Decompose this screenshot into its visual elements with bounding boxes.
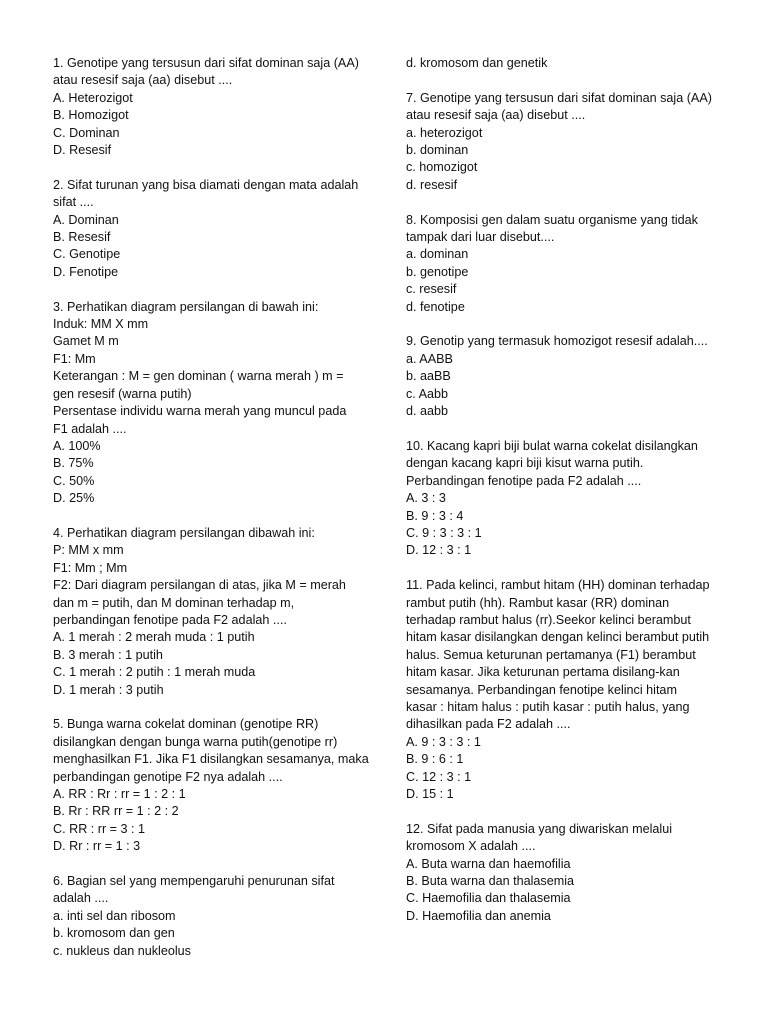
question-stem-line: Induk: MM X mm: [53, 317, 149, 332]
question-stem-line: 9. Genotip yang termasuk homozigot resesif adalah....: [406, 334, 708, 349]
answer-option: A. 3 : 3: [406, 491, 446, 506]
question-item: [53, 873, 375, 960]
answer-option: D. 25%: [53, 491, 95, 506]
question-stem-line: gen resesif (warna putih): [53, 386, 192, 401]
question-stem-line: menghasilkan F1. Jika F1 disilangkan sesamanya, maka: [53, 752, 369, 767]
question-stem-line: sesamanya. Perbandingan fenotipe kelinci hitam: [406, 682, 677, 697]
question-stem-line: F1: Mm ; Mm: [53, 560, 128, 575]
answer-option: A. RR : Rr : rr = 1 : 2 : 1: [53, 787, 186, 801]
left-column: [53, 55, 375, 977]
answer-option: D. Fenotipe: [53, 264, 119, 279]
answer-option: D. Resesif: [53, 143, 112, 158]
answer-option: c. homozigot: [406, 160, 478, 175]
answer-option: c. nukleus dan nukleolus: [53, 943, 191, 958]
question-stem-line: 1. Genotipe yang tersusun dari sifat dominan saja (AA): [53, 56, 359, 70]
answer-option: a. dominan: [406, 247, 469, 262]
question-stem-line: Persentase individu warna merah yang muncul pada: [53, 404, 347, 419]
answer-options: [53, 438, 375, 508]
answer-options: [406, 351, 726, 421]
question-stem-line: dan m = putih, dan M dominan terhadap m,: [53, 595, 295, 610]
answer-option: b. genotipe: [406, 264, 469, 279]
question-item: [406, 438, 726, 560]
question-stem-line: 3. Perhatikan diagram persilangan di bawah ini:: [53, 299, 319, 314]
question-stem-line: terhadap rambut halus (rr).Seekor kelinci berambut: [406, 612, 691, 627]
answer-option: A. Heterozigot: [53, 90, 133, 105]
question-stem-line: P: MM x mm: [53, 543, 124, 558]
answer-option: D. Haemofilia dan anemia: [406, 908, 551, 923]
question-item: [406, 577, 726, 803]
answer-option: B. Homozigot: [53, 108, 129, 123]
answer-option: A. 100%: [53, 438, 101, 453]
question-stem-line: F2: Dari diagram persilangan di atas, jika M = merah: [53, 578, 346, 593]
answer-option: a. heterozigot: [406, 125, 483, 140]
question-stem-line: sifat ....: [53, 195, 94, 210]
question-stem-line: 11. Pada kelinci, rambut hitam (HH) dominan terhadap: [406, 578, 710, 593]
answer-option: C. RR : rr = 3 : 1: [53, 821, 146, 836]
answer-options: [53, 908, 375, 960]
question-stem-line: 12. Sifat pada manusia yang diwariskan melalui: [406, 821, 673, 836]
question-stem-line: 6. Bagian sel yang mempengaruhi penurunan sifat: [53, 874, 335, 889]
question-stem-line: 7. Genotipe yang tersusun dari sifat dominan saja (AA): [406, 90, 712, 105]
question-stem-line: adalah ....: [53, 891, 109, 906]
question-stem-line: halus. Semua keturunan pertamanya (F1) berambut: [406, 647, 696, 662]
question-stem-line: 10. Kacang kapri biji bulat warna cokelat disilangkan: [406, 438, 698, 453]
question-item: [53, 716, 375, 855]
answer-option: B. 9 : 3 : 4: [406, 508, 464, 523]
question-stem-line: tampak dari luar disebut....: [406, 230, 555, 245]
answer-options: [53, 786, 375, 856]
answer-option: A. 1 merah : 2 merah muda : 1 putih: [53, 630, 255, 645]
answer-options: [53, 629, 375, 699]
question-6-continuation: [406, 55, 726, 72]
question-stem-line: F1 adalah ....: [53, 421, 127, 436]
answer-option: b. aaBB: [406, 369, 451, 384]
answer-option: d. aabb: [406, 404, 449, 419]
answer-option: B. Rr : RR rr = 1 : 2 : 2: [53, 804, 179, 819]
question-stem-line: kasar : hitam halus : putih kasar : putih halus, yang: [406, 699, 690, 714]
answer-option: C. Haemofilia dan thalasemia: [406, 891, 571, 906]
question-stem-line: hitam kasar disilangkan dengan kelinci berambut putih: [406, 630, 710, 645]
answer-options: [406, 246, 726, 316]
answer-option: C. 9 : 3 : 3 : 1: [406, 525, 482, 540]
question-item: [406, 821, 726, 925]
answer-option: A. 9 : 3 : 3 : 1: [406, 734, 481, 749]
answer-options: [406, 856, 726, 926]
question-stem-line: dengan kacang kapri biji kisut warna putih.: [406, 456, 644, 471]
question-stem-line: atau resesif saja (aa) disebut ....: [53, 73, 233, 88]
question-stem-line: 5. Bunga warna cokelat dominan (genotipe RR): [53, 717, 319, 732]
answer-options: [53, 90, 375, 160]
answer-option: A. Buta warna dan haemofilia: [406, 856, 571, 871]
question-item: [406, 333, 726, 420]
answer-option: D. 12 : 3 : 1: [406, 543, 472, 558]
question-stem-line: rambut putih (hh). Rambut kasar (RR) dominan: [406, 595, 670, 610]
question-stem-line: Gamet M m: [53, 334, 119, 349]
question-stem-line: hitam kasar. Jika keturunan pertama disilang-kan: [406, 665, 680, 680]
question-stem-line: dihasilkan pada F2 adalah ....: [406, 717, 571, 732]
answer-option: C. 12 : 3 : 1: [406, 769, 472, 784]
question-stem-line: atau resesif saja (aa) disebut ....: [406, 108, 586, 123]
answer-option: d. fenotipe: [406, 299, 465, 314]
answer-option: C. 1 merah : 2 putih : 1 merah muda: [53, 665, 256, 680]
question-item: [53, 299, 375, 508]
question-stem-line: kromosom X adalah ....: [406, 839, 536, 854]
answer-option: D. 15 : 1: [406, 786, 454, 801]
question-item: [53, 177, 375, 281]
right-column: [406, 55, 726, 943]
question-item: [53, 525, 375, 699]
question-stem-line: perbandingan genotipe F2 nya adalah ....: [53, 769, 283, 784]
question-stem-line: Keterangan : M = gen dominan ( warna merah ) m =: [53, 369, 344, 384]
answer-option: c. Aabb: [406, 386, 449, 401]
answer-option: D. 1 merah : 3 putih: [53, 682, 164, 697]
answer-option: b. kromosom dan gen: [53, 926, 175, 941]
question-item: [406, 212, 726, 316]
answer-option: B. 3 merah : 1 putih: [53, 647, 163, 662]
question-stem-line: 4. Perhatikan diagram persilangan dibawah ini:: [53, 525, 315, 540]
question-stem-line: 8. Komposisi gen dalam suatu organisme yang tidak: [406, 212, 698, 227]
answer-option: B. Buta warna dan thalasemia: [406, 874, 575, 888]
answer-option: d. kromosom dan genetik: [406, 56, 548, 70]
answer-option: a. inti sel dan ribosom: [53, 908, 176, 923]
answer-options: [406, 125, 726, 195]
answer-option: C. 50%: [53, 473, 95, 488]
answer-option: B. Resesif: [53, 230, 111, 245]
question-stem-line: 2. Sifat turunan yang bisa diamati dengan mata adalah: [53, 177, 359, 192]
answer-option: D. Rr : rr = 1 : 3: [53, 839, 141, 854]
answer-option: B. 75%: [53, 456, 94, 471]
answer-option: b. dominan: [406, 143, 469, 158]
answer-option: A. Dominan: [53, 212, 119, 227]
question-stem-line: disilangkan dengan bunga warna putih(genotipe rr): [53, 734, 338, 749]
question-item: [406, 90, 726, 194]
question-stem-line: perbandingan fenotipe pada F2 adalah ....: [53, 612, 287, 627]
answer-option: B. 9 : 6 : 1: [406, 752, 464, 767]
question-item: [53, 55, 375, 159]
answer-option: d. resesif: [406, 177, 458, 192]
answer-option: C. Dominan: [53, 125, 120, 140]
answer-options: [406, 490, 726, 560]
answer-option: C. Genotipe: [53, 247, 121, 262]
answer-option: a. AABB: [406, 351, 453, 366]
answer-options: [53, 212, 375, 282]
answer-options: [406, 734, 726, 804]
answer-option: c. resesif: [406, 282, 457, 297]
question-stem-line: F1: Mm: [53, 351, 96, 366]
question-stem-line: Perbandingan fenotipe pada F2 adalah ....: [406, 473, 642, 488]
